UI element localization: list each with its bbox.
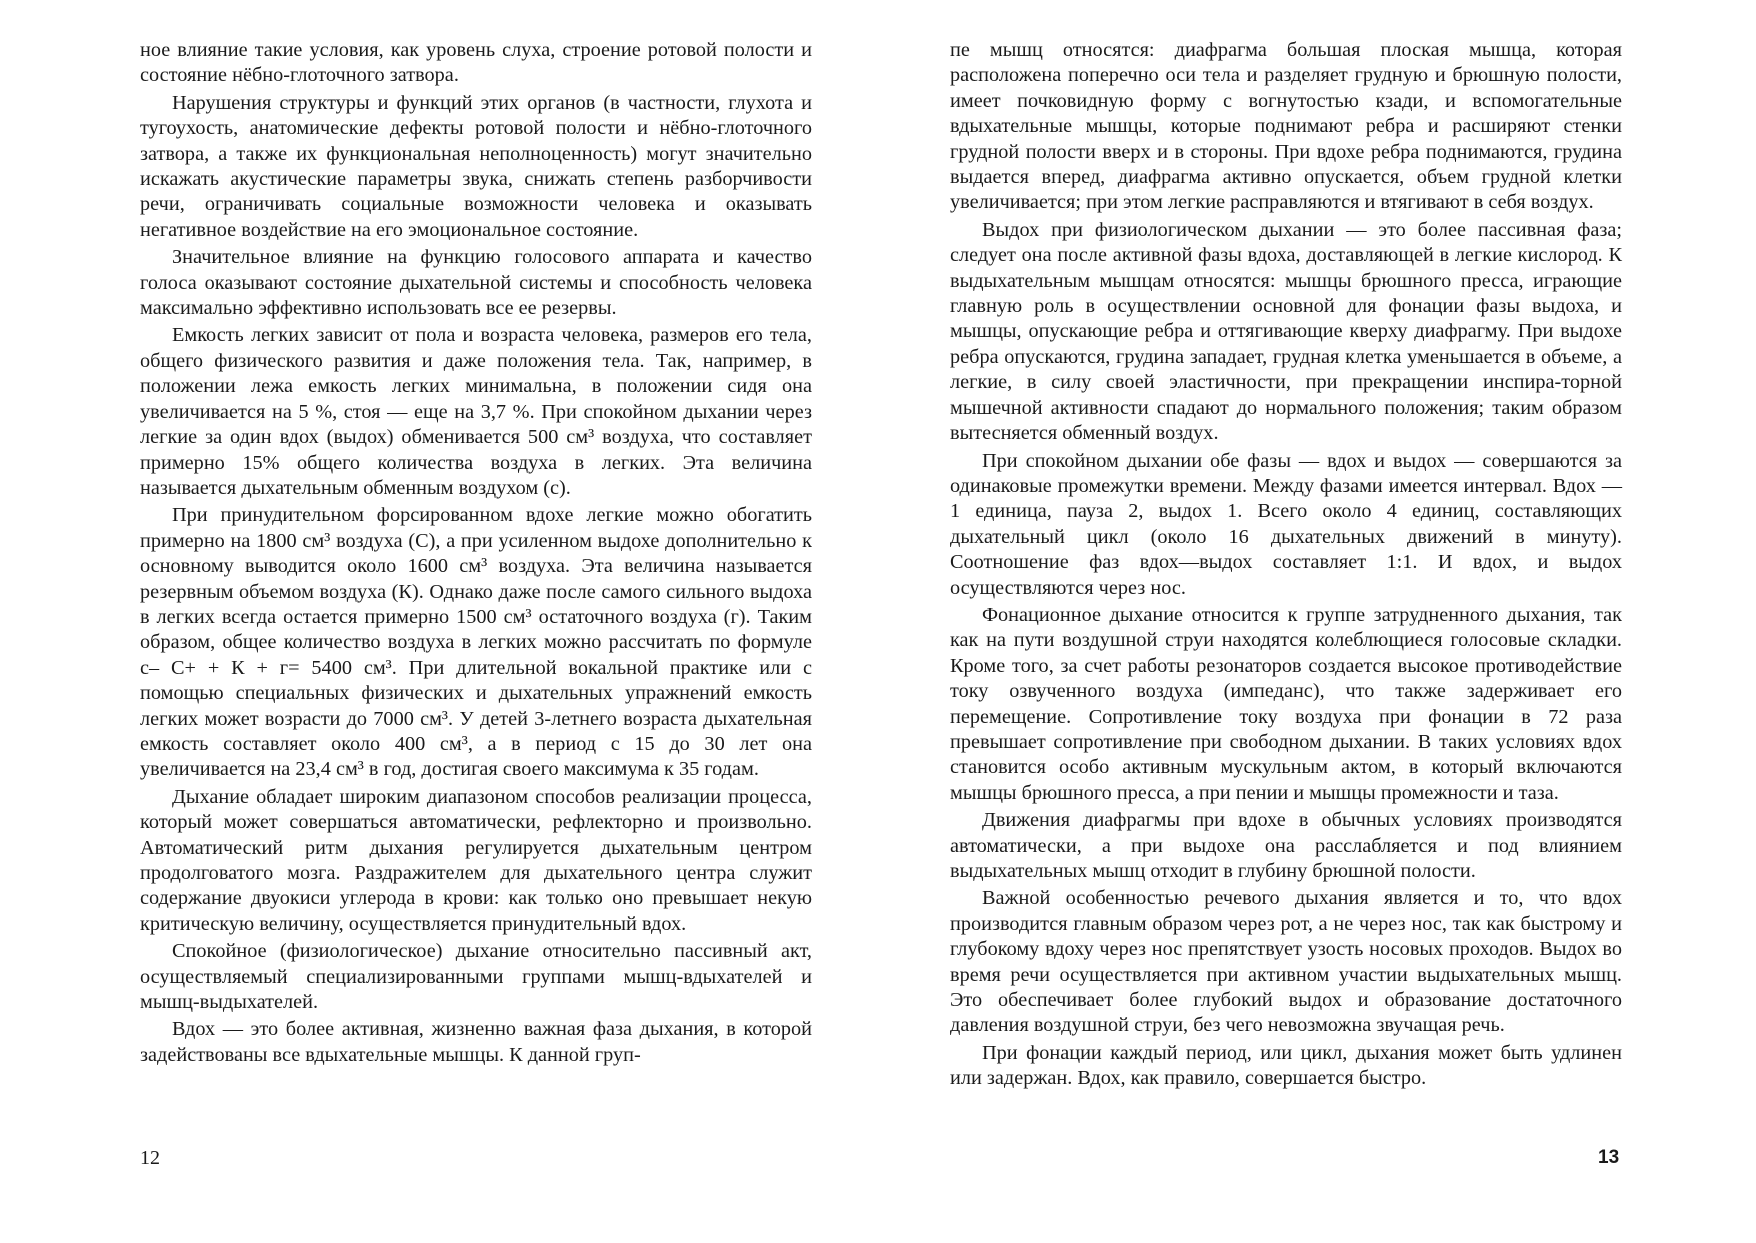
right-page (950, 38, 1622, 1092)
right-paragraph-3: При спокойном дыхании обе фазы — вдох и выдох — совершаются за одинаковые промежутки времени. Между фазами имеется интервал. Вдох — 1 единица, пауза 2, выдох 1. Всего около 4 единиц, составляющих дыхательный цикл (около 16 дыхательных движений в минуту). Соотношение фаз вдох—выдох составляет 1:1. И вдох, и выдох осуществляются через нос. (950, 449, 1622, 599)
left-paragraph-1: ное влияние такие условия, как уровень слуха, строение ротовой полости и состояние нёбно-глоточного затвора. (140, 39, 812, 87)
left-paragraph-8: Вдох — это более активная, жизненно важная фаза дыхания, в которой задействованы все вдыхательные мышцы. К данной груп- (140, 1018, 812, 1066)
right-page-number: 13 (1598, 1147, 1620, 1168)
right-paragraph-5: Движения диафрагмы при вдохе в обычных условиях производятся автоматически, а при выдохе она расслабляется и под влиянием выдыхательных мышц отходит в глубину брюшной полости. (950, 809, 1622, 882)
left-page-number: 12 (140, 1147, 160, 1169)
left-paragraph-7: Спокойное (физиологическое) дыхание относительно пассивный акт, осуществляемый специализированными группами мышц-вдыхателей и мышц-выдыхателей. (140, 940, 812, 1014)
left-paragraph-6: Дыхание обладает широким диапазоном способов реализации процесса, который может совершаться автоматически, рефлекторно и произвольно. Автоматический ритм дыхания регулируется дыхательным центром продолговатого мозга. Раздражителем для дыхательного центра служит содержание двуокиси углерода в крови: как только оно превышает некую критическую величину, осуществляется принудительный вдох. (140, 785, 812, 935)
left-paragraph-2: Нарушения структуры и функций этих органов (в частности, глухота и тугоухость, анатомические дефекты ротовой полости и нёбно-глоточного затвора, а также их функциональная неполноценность) могут значительно искажать акустические параметры звука, снижать степень разборчивости речи, ограничивать социальные возможности человека и оказывать негативное воздействие на его эмоциональное состояние. (140, 91, 812, 241)
right-paragraph-4: Фонационное дыхание относится к группе затрудненного дыхания, так как на пути воздушной струи находятся колеблющиеся голосовые складки. Кроме того, за счет работы резонаторов создается высокое противодействие току озвученного воздуха (импеданс), что также задерживает его перемещение. Сопротивление току воздуха при фонации в 72 раза превышает сопротивление при свободном дыхании. В таких условиях вдох становится особо активным мускульным актом, в который включаются мышцы брюшного пресса, а при пении и мышцы промежности и таза. (950, 603, 1622, 804)
right-paragraph-7: При фонации каждый период, или цикл, дыхания может быть удлинен или задержан. Вдох, как правило, совершается быстро. (950, 1041, 1622, 1090)
right-paragraph-2: Выдох при физиологическом дыхании — это более пассивная фаза; следует она после активной фазы вдоха, доставляющей в легкие кислород. К выдыхательным мышцам относятся: мышцы брюшного пресса, играющие главную роль в осуществлении основной для фонации фазы выдоха, и мышцы, опускающие ребра и оттягивающие кверху диафрагму. При выдохе ребра опускаются, грудина западает, грудная клетка уменьшается в объеме, а легкие, в силу своей эластичности, при прекращении инспира-торной мышечной активности спадают до нормального положения; таким образом вытесняется обменный воздух. (950, 218, 1622, 445)
left-paragraph-4: Емкость легких зависит от пола и возраста человека, размеров его тела, общего физического развития и даже положения тела. Так, например, в положении лежа емкость легких минимальна, в положении сидя она увеличивается на 5 %, стоя — еще на 3,7 %. При спокойном дыхании через легкие за один вдох (выдох) обменивается 500 см³ воздуха, что составляет примерно 15% общего количества воздуха в легких. Эта величина называется дыхательным обменным воздухом (с). (140, 324, 812, 499)
left-page (140, 38, 812, 1068)
right-paragraph-6: Важной особенностью речевого дыхания является и то, что вдох производится главным образом через рот, а не через нос, так как быстрому и глубокому вдоху через нос препятствует узость носовых проходов. Выдох во время речи осуществляется при активном участии выдыхательных мышц. Это обеспечивает более глубокий выдох и образование достаточного давления воздушной струи, без чего невозможна звучащая речь. (950, 887, 1622, 1037)
right-paragraph-1: пе мышц относятся: диафрагма большая плоская мышца, которая расположена поперечно оси тела и разделяет грудную и брюшную полости, имеет почковидную форму с вогнутостью кзади, и вспомогательные вдыхательные мышцы, которые поднимают ребра и расширяют стенки грудной полости вверх и в стороны. При вдохе ребра поднимаются, грудина выдается вперед, диафрагма активно опускается, объем грудной клетки увеличивается; при этом легкие расправляются и втягивают в себя воздух. (950, 39, 1622, 214)
left-paragraph-3: Значительное влияние на функцию голосового аппарата и качество голоса оказывают состояние дыхательной системы и способность человека максимально эффективно использовать все ее резервы. (140, 246, 812, 320)
left-paragraph-5: При принудительном форсированном вдохе легкие можно обогатить примерно на 1800 см³ воздуха (С), а при усиленном выдохе дополнительно к основному выводится около 1600 см³ воздуха. Эта величина называется резервным объемом воздуха (К). Однако даже после самого сильного выдоха в легких всегда остается примерно 1500 см³ остаточного воздуха (г). Таким образом, общее количество воздуха в легких можно рассчитать по формуле с– С+ + К + г= 5400 см³. При длительной вокальной практике или с помощью специальных физических и дыхательных упражнений емкость легких может возрасти до 7000 см³. У детей 3-летнего возраста дыхательная емкость составляет около 400 см³, а в период с 15 до 30 лет она увеличивается на 23,4 см³ в год, достигая своего максимума к 35 годам. (140, 504, 812, 781)
